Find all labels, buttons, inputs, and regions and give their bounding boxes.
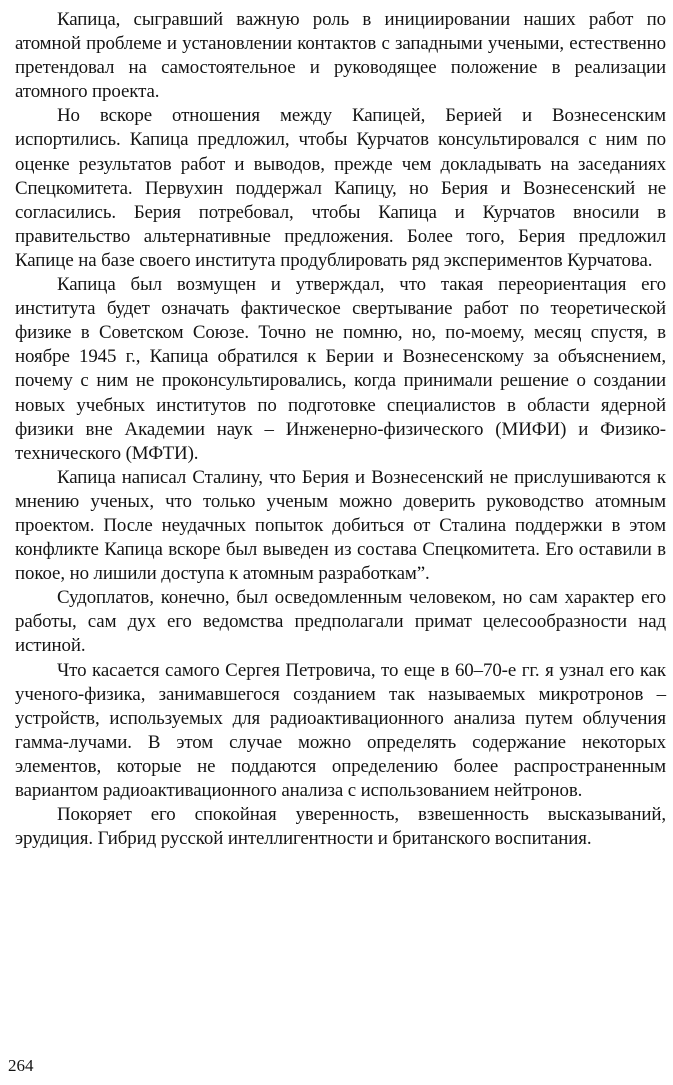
paragraph-7: Покоряет его спокойная уверенность, взвешенность высказываний, эрудиция. Гибрид русской интеллигентности и британского воспитания. (15, 804, 666, 850)
page-body (15, 8, 666, 851)
paragraph-4: Капица написал Сталину, что Берия и Вознесенский не прислушиваются к мнению ученых, что только ученым можно доверить руководство атомным проектом. После неудачных попыток добиться от Сталина поддержки в этом конфликте Капица вскоре был выведен из состава Спецкомитета. Его оставили в покое, но лишили доступа к атомным разработкам”. (15, 466, 666, 585)
paragraph-6: Что касается самого Сергея Петровича, то еще в 60–70-е гг. я узнал его как ученого-физика, занимавшегося созданием так называемых микротронов – устройств, используемых для радиоактивационного анализа путем облучения гамма-лучами. В этом случае можно определять содержание некоторых элементов, которые не поддаются определению более распространенным вариантом радиоактивационного анализа с использованием нейтронов. (15, 659, 666, 801)
paragraph-1: Капица, сыгравший важную роль в инициировании наших работ по атомной проблеме и установлении контактов с западными учеными, естественно претендовал на самостоятельное и руководящее положение в реализации атомного проекта. (15, 9, 666, 103)
paragraph-5: Судоплатов, конечно, был осведомленным человеком, но сам характер его работы, сам дух его ведомства предполагали примат целесообразности над истиной. (15, 587, 666, 657)
paragraph-3: Капица был возмущен и утверждал, что такая переориентация его института будет означать фактическое свертывание работ по теоретической физике в Советском Союзе. Точно не помню, но, по-моему, месяц спустя, в ноябре 1945 г., Капица обратился к Берии и Вознесенскому за объяснением, почему с ним не проконсультировались, когда принимали решение о создании новых учебных институтов по подготовке специалистов в области ядерной физики вне Академии наук – Инженерно-физического (МИФИ) и Физико-технического (МФТИ). (15, 274, 666, 464)
page-number: 264 (8, 1056, 34, 1075)
paragraph-2: Но вскоре отношения между Капицей, Берией и Вознесенским испортились. Капица предложил, чтобы Курчатов консультировался с ним по оценке результатов работ и выводов, прежде чем докладывать на заседаниях Спецкомитета. Первухин поддержал Капицу, но Берия и Вознесенский не согласились. Берия потребовал, чтобы Капица и Курчатов вносили в правительство альтернативные предложения. Более того, Берия предложил Капице на базе своего института продублировать ряд экспериментов Курчатова. (15, 105, 666, 271)
